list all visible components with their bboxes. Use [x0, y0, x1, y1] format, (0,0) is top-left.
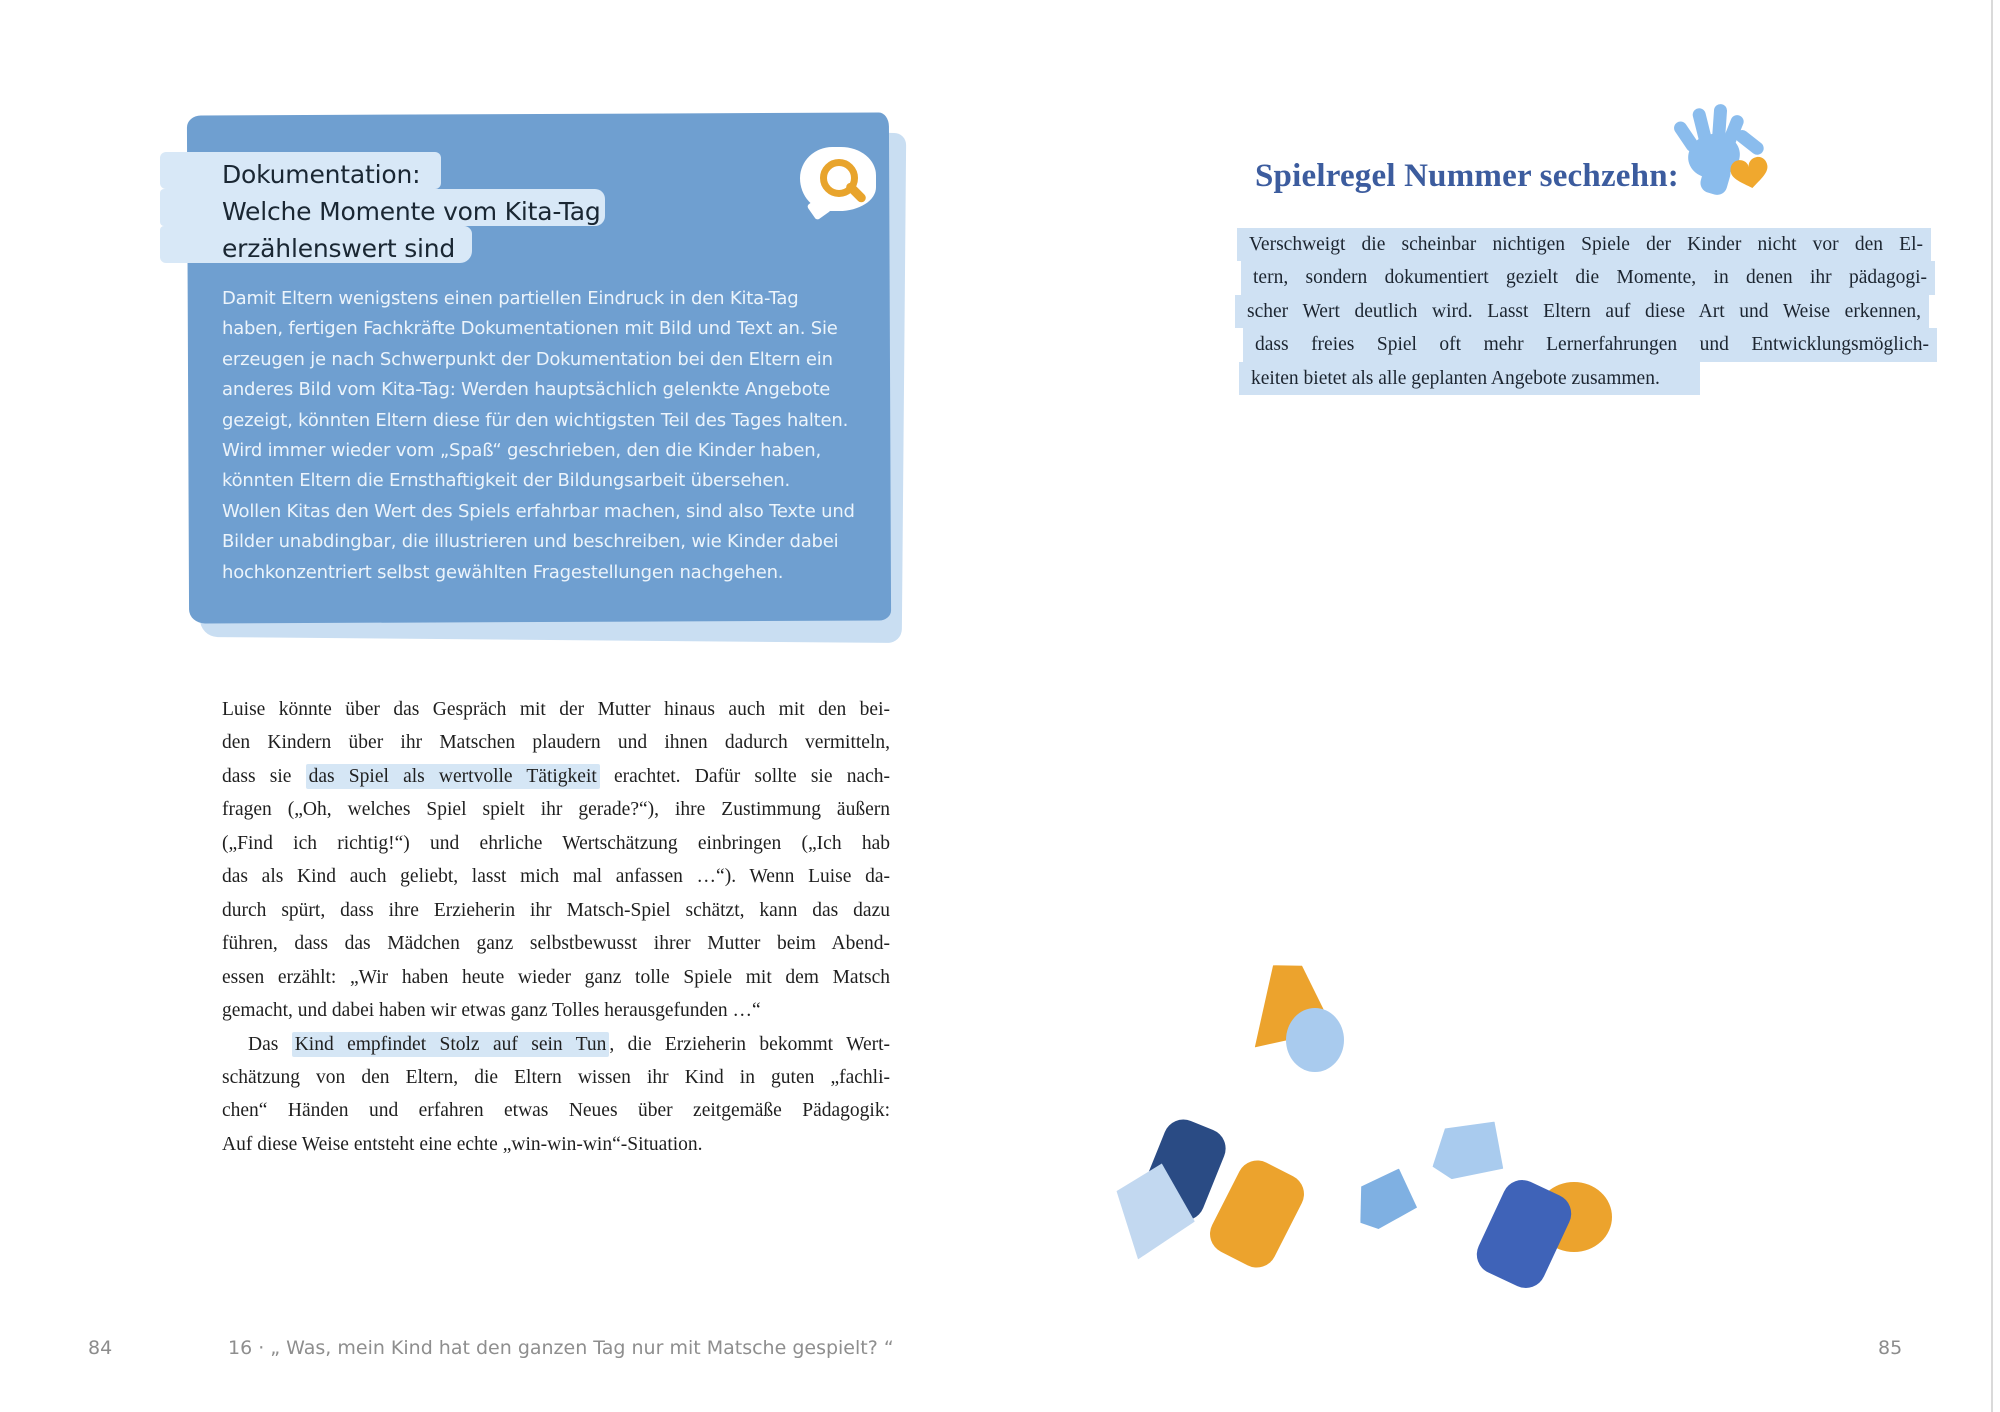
text-segment: erachtet. Dafür sollte sie nach-	[599, 765, 890, 787]
decor-shape-mediumblue-cube	[1355, 1167, 1419, 1231]
text-line	[222, 1061, 890, 1094]
info-box-title-line: Welche Momente vom Kita-Tag	[222, 197, 601, 226]
hand-heart-icon	[1668, 104, 1776, 204]
rule-text-line: tern, sondern dokumentiert gezielt die Momente, in denen ihr pädagogi-	[1241, 261, 1935, 294]
info-box-title-line: Dokumentation:	[222, 160, 421, 189]
text-segment: , die Erzieherin bekommt Wert-	[609, 1033, 891, 1055]
info-box-title	[222, 156, 601, 267]
text-segment: das als Kind auch geliebt, lasst mich mal anfassen …“). Wenn Luise da-	[222, 866, 890, 888]
text-segment: Das	[248, 1033, 292, 1055]
text-line	[222, 961, 890, 994]
info-box-text-line: Wollen Kitas den Wert des Spiels erfahrbar machen, sind also Texte und	[222, 500, 855, 522]
rule-text-line: dass freies Spiel oft mehr Lernerfahrungen und Entwicklungsmöglich-	[1243, 328, 1937, 361]
text-segment: den Kindern über ihr Matschen plaudern und ihnen dadurch vermitteln,	[222, 732, 890, 754]
text-line	[222, 726, 890, 759]
info-box-text-line: Bilder unabdingbar, die illustrieren und beschreiben, wie Kinder dabei	[222, 531, 839, 553]
page-number-right: 85	[1878, 1337, 1903, 1359]
text-line	[222, 860, 890, 893]
text-segment: fragen („Oh, welches Spiel spielt ihr gerade?“), ihre Zustimmung äußern	[222, 799, 890, 821]
rule-paragraph	[1243, 228, 1937, 395]
text-segment: schätzung von den Eltern, die Eltern wissen ihr Kind in guten „fachli-	[222, 1066, 890, 1088]
decor-shape-lightblue-circle	[1286, 1008, 1344, 1072]
text-segment: Luise könnte über das Gespräch mit der Mutter hinaus auch mit den bei-	[222, 699, 890, 720]
text-line	[222, 1094, 890, 1127]
body-paragraph	[222, 693, 890, 1161]
text-segment: gemacht, und dabei haben wir etwas ganz Tolles herausgefunden …“	[222, 1000, 761, 1022]
decor-shape-lightblue-cube	[1431, 1112, 1511, 1187]
rule-text-line: keiten bietet als alle geplanten Angebote zusammen.	[1239, 362, 1700, 395]
info-box-text-line: erzeugen je nach Schwerpunkt der Dokumentation bei den Eltern ein	[222, 348, 833, 370]
text-line	[222, 927, 890, 960]
text-segment: dass sie	[222, 765, 306, 787]
text-line	[222, 1128, 890, 1161]
text-line	[222, 793, 890, 826]
chapter-footer: 16 · „ Was, mein Kind hat den ganzen Tag nur mit Matsche gespielt? “	[228, 1337, 894, 1359]
text-segment: essen erzählt: „Wir haben heute wieder ganz tolle Spiele mit dem Matsch	[222, 966, 890, 988]
text-line	[222, 760, 890, 793]
page-edge-line	[1991, 0, 1993, 1412]
info-box-text-line: könnten Eltern die Ernsthaftigkeit der Bildungsarbeit übersehen.	[222, 470, 790, 492]
text-line	[222, 693, 890, 726]
highlighted-phrase: Kind empfindet Stolz auf sein Tun	[292, 1032, 610, 1057]
info-box-text-line: Damit Eltern wenigstens einen partiellen Eindruck in den Kita-Tag	[222, 288, 799, 309]
highlighted-phrase: das Spiel als wertvolle Tätigkeit	[306, 764, 600, 789]
info-box-text-line: anderes Bild vom Kita-Tag: Werden hauptsächlich gelenkte Angebote	[222, 379, 831, 401]
info-box-text-line: hochkonzentriert selbst gewählten Fragestellungen nachgehen.	[222, 561, 784, 583]
info-box-body	[222, 284, 855, 588]
rule-heading: Spielregel Nummer sechzehn:	[1255, 158, 1679, 194]
text-line	[222, 827, 890, 860]
info-box-text-line: Wird immer wieder vom „Spaß“ geschrieben, den die Kinder haben,	[222, 440, 822, 462]
page-number-left: 84	[88, 1337, 113, 1359]
text-segment: führen, dass das Mädchen ganz selbstbewusst ihrer Mutter beim Abend-	[222, 933, 890, 955]
info-box-title-line: erzählenswert sind	[222, 234, 456, 263]
info-box-text-line: gezeigt, könnten Eltern diese für den wichtigsten Teil des Tages halten.	[222, 409, 849, 431]
text-line	[222, 1028, 890, 1061]
text-segment: Auf diese Weise entsteht eine echte „win-win-win“-Situation.	[222, 1133, 703, 1155]
text-line	[222, 894, 890, 927]
decor-shape-orange-pill	[1203, 1154, 1311, 1275]
text-segment: („Find ich richtig!“) und ehrliche Wertschätzung einbringen („Ich hab	[222, 832, 890, 854]
text-line	[222, 994, 890, 1027]
rule-text-line: Verschweigt die scheinbar nichtigen Spiele der Kinder nicht vor den El-	[1237, 228, 1931, 261]
rule-text-line: scher Wert deutlich wird. Lasst Eltern auf diese Art und Weise erkennen,	[1235, 295, 1929, 328]
text-segment: chen“ Händen und erfahren etwas Neues über zeitgemäße Pädagogik:	[222, 1100, 890, 1122]
info-box-text-line: haben, fertigen Fachkräfte Dokumentationen mit Bild und Text an. Sie	[222, 318, 838, 340]
magnifier-speech-bubble-icon	[800, 147, 876, 211]
text-segment: durch spürt, dass ihre Erzieherin ihr Matsch-Spiel schätzt, kann das dazu	[222, 899, 890, 921]
